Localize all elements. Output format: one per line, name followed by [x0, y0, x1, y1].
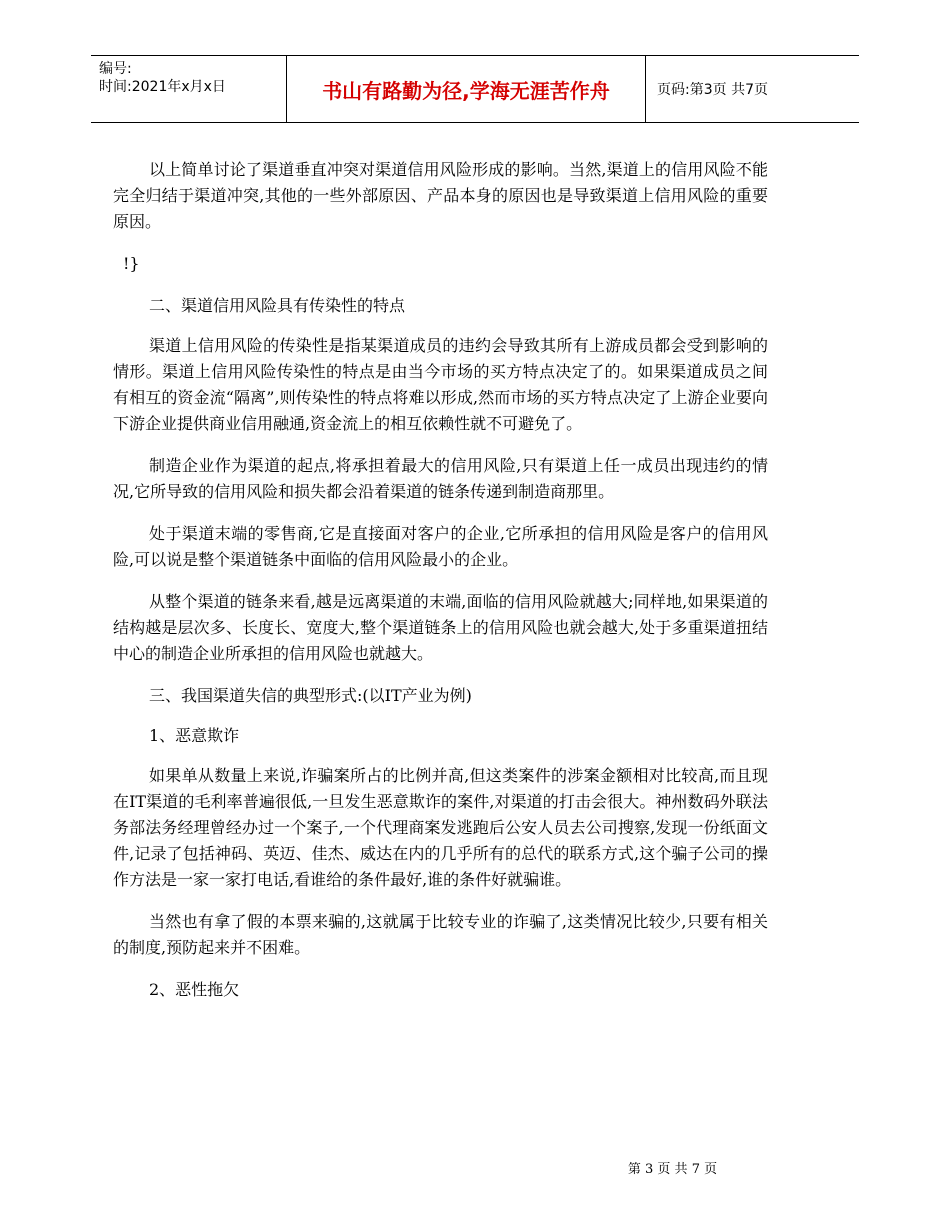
page-header [91, 55, 859, 123]
page-footer [0, 1158, 950, 1177]
document-body [113, 157, 768, 1017]
paragraph-contagion: 渠道上信用风险的传染性是指某渠道成员的违约会导致其所有上游成员都会受到影响的情形。渠道上信用风险传染性的特点是由当今市场的买方特点决定了的。如果渠道成员之间有相互的资金流“隔离”,则传染性的特点将难以形成,然而市场的买方特点决定了上游企业要向下游企业提供商业信用融通,资金流上的相互依赖性就不可避免了。 [113, 336, 768, 433]
footer-page-number: 第 3 页 共 7 页 [627, 1162, 718, 1177]
paragraph-chain: 从整个渠道的链条来看,越是远离渠道的末端,面临的信用风险就越大;同样地,如果渠道的结构越是层次多、长度长、宽度大,整个渠道链条上的信用风险也就会越大,处于多重渠道扭结中心的制造企业所承担的信用风险也就越大。 [113, 592, 768, 663]
subheading-arrears: 2、恶性拖欠 [149, 980, 240, 999]
section-heading-3: 三、我国渠道失信的典型形式:(以IT产业为例) [149, 686, 472, 705]
document-number-label: 编号: [99, 61, 132, 77]
paragraph-retailer: 处于渠道末端的零售商,它是直接面对客户的企业,它所承担的信用风险是客户的信用风险,可以说是整个渠道链条中面临的信用风险最小的企业。 [113, 524, 768, 569]
document-time-label: 时间:2021年x月x日 [99, 79, 226, 95]
header-meta-cell [91, 56, 287, 122]
header-page-info: 页码:第3页 共7页 [657, 82, 768, 98]
paragraph-fraud-case: 如果单从数量上来说,诈骗案所占的比例并高,但这类案件的涉案金额相对比较高,而且现在IT渠道的毛利率普遍很低,一旦发生恶意欺诈的案件,对渠道的打击会很大。神州数码外联法务部法务经理曾经办过一个案子,一个代理商案发逃跑后公安人员去公司搜察,发现一份纸面文件,记录了包括神码、英迈、佳杰、威达在内的几乎所有的总代的联系方式,这个骗子公司的操作方法是一家一家打电话,看谁给的条件最好,谁的条件好就骗谁。 [113, 766, 768, 889]
stray-mark: !} [123, 254, 140, 273]
paragraph-intro: 以上简单讨论了渠道垂直冲突对渠道信用风险形成的影响。当然,渠道上的信用风险不能完全归结于渠道冲突,其他的一些外部原因、产品本身的原因也是导致渠道上信用风险的重要原因。 [113, 160, 768, 231]
subheading-fraud: 1、恶意欺诈 [149, 726, 240, 745]
paragraph-fake-note: 当然也有拿了假的本票来骗的,这就属于比较专业的诈骗了,这类情况比较少,只要有相关的制度,预防起来并不困难。 [113, 912, 768, 957]
paragraph-manufacturer: 制造企业作为渠道的起点,将承担着最大的信用风险,只有渠道上任一成员出现违约的情况,它所导致的信用风险和损失都会沿着渠道的链条传递到制造商那里。 [113, 456, 768, 501]
section-heading-2: 二、渠道信用风险具有传染性的特点 [149, 296, 406, 315]
header-motto: 书山有路勤为径,学海无涯苦作舟 [287, 56, 646, 122]
